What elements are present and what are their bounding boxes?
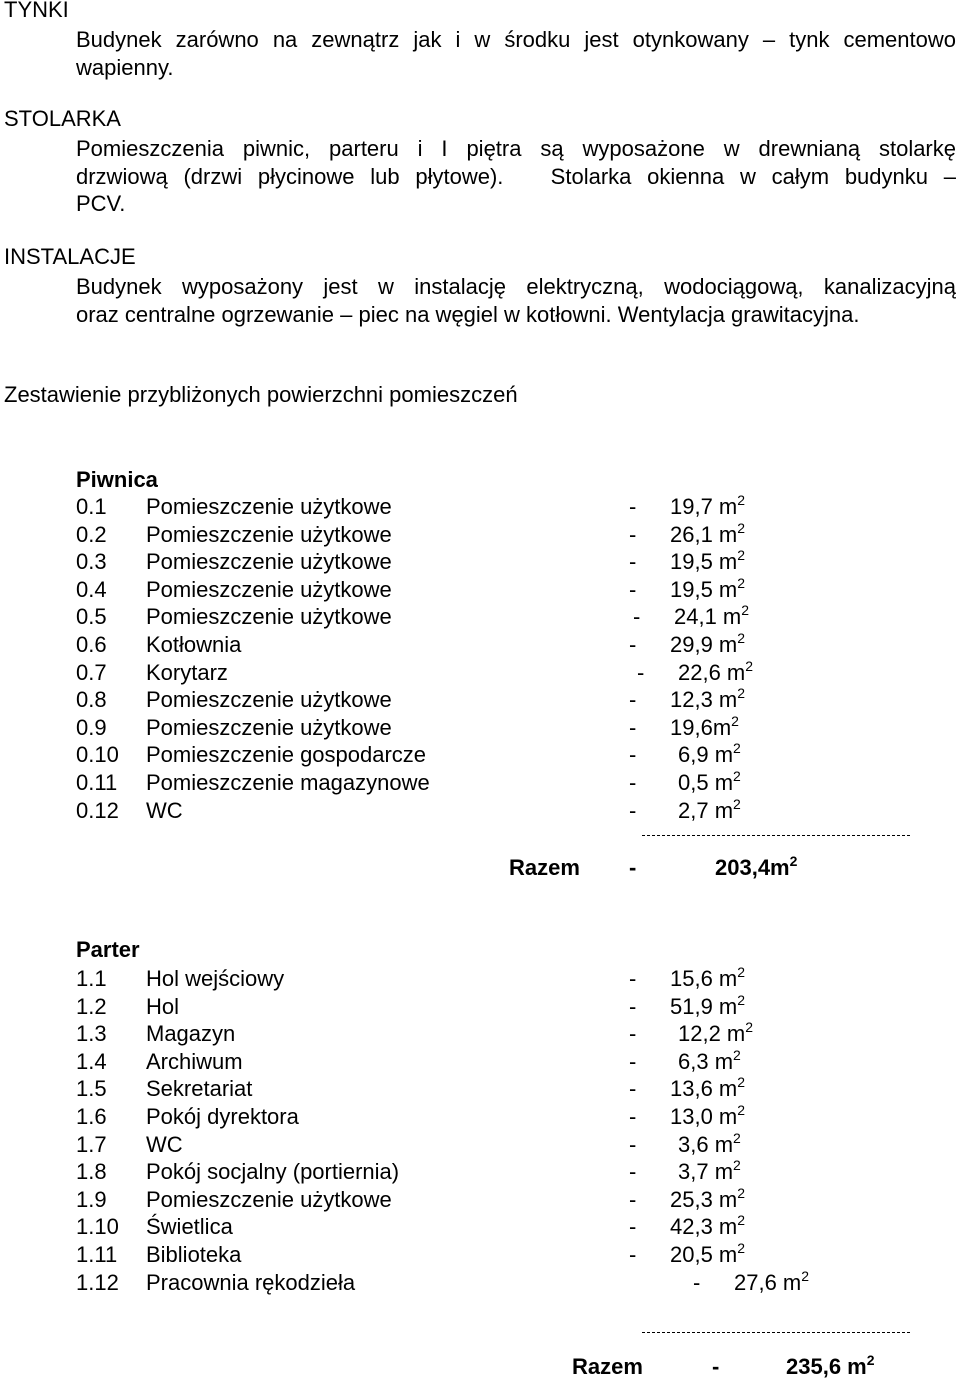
- unit-superscript: 2: [733, 1046, 741, 1063]
- dash-separator: -: [629, 521, 637, 547]
- room-area-value: 12,3 m: [670, 687, 738, 713]
- unit-superscript: 2: [731, 712, 739, 729]
- room-name: Archiwum: [146, 1048, 243, 1074]
- unit-superscript: 2: [801, 1267, 810, 1284]
- room-name: Świetlica: [146, 1214, 233, 1240]
- room-area-value: 29,9 m: [670, 632, 738, 657]
- table-row: [76, 966, 956, 992]
- dash-separator: -: [629, 742, 637, 768]
- room-number: 0.6: [76, 632, 107, 657]
- room-area-value: 19,6m: [670, 714, 732, 740]
- room-name: Hol: [146, 993, 180, 1019]
- table-row: [76, 991, 956, 1020]
- room-area-value: 25,3 m: [670, 1186, 738, 1212]
- room-area-value: 0,5 m: [678, 770, 734, 795]
- room-area: [670, 991, 746, 1020]
- parter-dashed-rule: [642, 1332, 910, 1333]
- parter-title: Parter: [76, 937, 140, 962]
- dash-separator: -: [629, 1076, 637, 1102]
- room-number: 0.4: [76, 576, 107, 602]
- table-row: [76, 742, 956, 768]
- unit-superscript: 2: [737, 1102, 746, 1118]
- room-area: [670, 687, 745, 713]
- room-number: 1.7: [76, 1131, 107, 1157]
- paragraph-line: Budynek wyposażony jest w instalację elektryczną, wodociągową, kanalizacyjną: [76, 274, 956, 299]
- room-area: [678, 1046, 741, 1075]
- table-row: [76, 1242, 956, 1268]
- section-heading-instalacje: INSTALACJE: [4, 244, 136, 269]
- room-name: Magazyn: [146, 1021, 236, 1047]
- room-area: [670, 632, 745, 658]
- room-name: Pomieszczenie użytkowe: [146, 1186, 392, 1212]
- table-row: [76, 632, 956, 658]
- room-number: 1.10: [76, 1214, 119, 1240]
- room-area-value: 19,5 m: [670, 576, 738, 602]
- room-number: 1.8: [76, 1159, 107, 1185]
- dash-separator: -: [629, 993, 637, 1019]
- room-name: Pomieszczenie użytkowe: [146, 521, 392, 547]
- room-name: Hol wejściowy: [146, 966, 285, 991]
- parter-total-value: [786, 1354, 875, 1380]
- room-area-value: 26,1 m: [670, 521, 738, 547]
- dash-separator: -: [633, 604, 641, 630]
- paragraph-instalacje: [76, 273, 956, 328]
- unit-superscript: 2: [733, 795, 741, 812]
- table-row: [76, 574, 956, 603]
- room-area: [670, 494, 745, 520]
- room-number: 0.5: [76, 604, 107, 630]
- section-heading-stolarka: STOLARKA: [4, 106, 121, 131]
- dash-separator: -: [629, 687, 637, 713]
- piwnica-total-dash: -: [629, 855, 637, 880]
- unit-superscript: 2: [741, 602, 750, 619]
- summary-title: Zestawienie przybliżonych powierzchni pomieszczeń: [4, 382, 518, 407]
- paragraph-tynki: [76, 26, 956, 81]
- parter-total-label: Razem: [572, 1354, 643, 1379]
- unit-superscript: 2: [737, 1240, 746, 1256]
- dash-separator: -: [629, 549, 637, 575]
- room-number: 1.4: [76, 1048, 107, 1074]
- room-area: [670, 1184, 746, 1213]
- room-area: [670, 966, 745, 992]
- room-area: [734, 1267, 810, 1296]
- unit-superscript: 2: [733, 1129, 741, 1146]
- paragraph-line: oraz centralne ogrzewanie – piec na węgiel w kotłowni. Wentylacja grawitacyjna.: [76, 301, 860, 327]
- room-area-value: 6,3 m: [678, 1048, 734, 1074]
- room-name: Pomieszczenie użytkowe: [146, 576, 392, 602]
- room-area: [670, 712, 739, 741]
- room-number: 1.12: [76, 1269, 119, 1295]
- room-area-value: 27,6 m: [734, 1269, 802, 1295]
- room-area: [670, 1104, 745, 1130]
- room-name: Pracownia rękodzieła: [146, 1269, 356, 1295]
- dash-separator: -: [629, 1214, 637, 1240]
- room-area-value: 2,7 m: [678, 797, 734, 823]
- dash-separator: -: [629, 714, 637, 740]
- dash-separator: -: [629, 797, 637, 823]
- parter-total-dash: -: [712, 1354, 720, 1379]
- room-area: [670, 574, 746, 603]
- unit-superscript: 2: [733, 768, 741, 784]
- unit-superscript: 2: [733, 1157, 741, 1174]
- piwnica-dashed-rule: [642, 835, 910, 836]
- table-row: [76, 1129, 956, 1158]
- room-area-value: 20,5 m: [670, 1242, 738, 1267]
- room-area: [670, 549, 745, 575]
- paragraph-line: wapienny.: [76, 54, 174, 80]
- room-number: 1.11: [76, 1242, 118, 1267]
- table-row: [76, 1267, 956, 1296]
- paragraph-line: Pomieszczenia piwnic, parteru i I piętra są wyposażone w drewnianą stolarkę: [76, 136, 956, 161]
- dash-separator: -: [629, 632, 637, 657]
- table-row: [76, 1184, 956, 1213]
- dash-separator: -: [629, 494, 637, 519]
- dash-separator: -: [629, 1131, 637, 1157]
- room-area-value: 6,9 m: [678, 742, 734, 768]
- piwnica-title: Piwnica: [76, 467, 158, 492]
- dash-separator: -: [629, 1104, 637, 1129]
- room-number: 1.6: [76, 1104, 107, 1129]
- dash-separator: -: [629, 1159, 637, 1185]
- unit-superscript: 2: [737, 630, 746, 646]
- dash-separator: -: [629, 966, 637, 991]
- unit-superscript: 2: [737, 574, 746, 591]
- dash-separator: -: [629, 770, 637, 795]
- unit-superscript: 2: [737, 492, 746, 508]
- unit-superscript: 2: [737, 519, 746, 536]
- table-row: [76, 1159, 956, 1185]
- room-area: [678, 770, 741, 796]
- room-number: 1.2: [76, 993, 107, 1019]
- room-area-value: 24,1 m: [674, 604, 742, 630]
- room-name: Pomieszczenie gospodarcze: [146, 742, 427, 768]
- table-row: [76, 1104, 956, 1130]
- room-area-value: 19,5 m: [670, 549, 738, 575]
- paragraph-line: Budynek zarówno na zewnątrz jak i w środku jest otynkowany – tynk cementowo: [76, 27, 956, 52]
- room-number: 0.1: [76, 494, 107, 519]
- unit-superscript: 2: [737, 685, 746, 702]
- piwnica-total-label: Razem: [509, 855, 580, 880]
- unit-superscript: 2: [866, 1352, 875, 1368]
- paragraph-line: PCV.: [76, 191, 126, 216]
- room-name: Pokój dyrektora: [146, 1104, 299, 1129]
- room-area-value: 42,3 m: [670, 1214, 738, 1240]
- unit-superscript: 2: [737, 547, 746, 564]
- unit-superscript: 2: [789, 853, 798, 869]
- room-name: Pomieszczenie użytkowe: [146, 604, 392, 630]
- room-number: 1.5: [76, 1076, 107, 1102]
- room-area: [678, 742, 741, 768]
- table-row: [76, 657, 956, 686]
- table-row: [76, 712, 956, 741]
- room-area-value: 12,2 m: [678, 1021, 746, 1047]
- table-row: [76, 1076, 956, 1102]
- room-number: 0.8: [76, 687, 107, 713]
- table-row: [76, 687, 956, 713]
- dash-separator: -: [693, 1269, 701, 1295]
- room-number: 0.11: [76, 770, 118, 795]
- room-number: 1.9: [76, 1186, 107, 1212]
- room-area-value: 3,6 m: [678, 1131, 734, 1157]
- room-name: Kotłownia: [146, 632, 242, 657]
- paragraph-line: drzwiową (drzwi płycinowe lub płytowe). Stolarka okienna w całym budynku –: [76, 163, 956, 189]
- parter-total-number: 235,6 m: [786, 1354, 867, 1379]
- table-row: [76, 604, 956, 630]
- room-number: 0.9: [76, 714, 107, 740]
- room-number: 0.10: [76, 742, 119, 768]
- room-area-value: 22,6 m: [678, 659, 746, 685]
- table-row: [76, 1214, 956, 1240]
- room-area: [670, 1242, 745, 1268]
- table-row: [76, 1046, 956, 1075]
- section-heading-tynki: TYNKI: [4, 0, 69, 22]
- unit-superscript: 2: [737, 964, 746, 980]
- room-area: [670, 1076, 745, 1102]
- room-area-value: 19,7 m: [670, 494, 738, 519]
- room-number: 0.7: [76, 659, 107, 685]
- room-name: Pomieszczenie użytkowe: [146, 687, 392, 713]
- room-number: 0.3: [76, 549, 107, 575]
- room-area: [678, 795, 741, 824]
- unit-superscript: 2: [733, 740, 741, 757]
- room-name: Korytarz: [146, 659, 228, 685]
- room-name: Pomieszczenie użytkowe: [146, 714, 392, 740]
- room-area: [678, 1129, 741, 1158]
- room-area: [670, 1214, 745, 1240]
- paragraph-stolarka: [76, 135, 956, 218]
- room-area-value: 13,6 m: [670, 1076, 738, 1102]
- room-name: Sekretariat: [146, 1076, 253, 1102]
- table-row: [76, 494, 956, 520]
- room-number: 1.1: [76, 966, 107, 991]
- piwnica-total-value: [715, 855, 797, 881]
- table-row: [76, 770, 956, 796]
- room-name: Pokój socjalny (portiernia): [146, 1159, 400, 1185]
- table-row: [76, 795, 956, 824]
- room-name: Biblioteka: [146, 1242, 242, 1267]
- dash-separator: -: [629, 1186, 637, 1212]
- piwnica-total-number: 203,4m: [715, 855, 790, 880]
- unit-superscript: 2: [745, 1019, 754, 1036]
- table-row: [76, 549, 956, 575]
- room-name: WC: [146, 1131, 183, 1157]
- dash-separator: -: [629, 1242, 637, 1267]
- room-area: [674, 604, 749, 630]
- dash-separator: -: [637, 659, 645, 685]
- room-area: [670, 519, 746, 548]
- room-area-value: 13,0 m: [670, 1104, 738, 1129]
- room-name: Pomieszczenie użytkowe: [146, 494, 392, 519]
- room-area-value: 3,7 m: [678, 1159, 734, 1185]
- unit-superscript: 2: [745, 657, 754, 674]
- dash-separator: -: [629, 1021, 637, 1047]
- room-area-value: 51,9 m: [670, 993, 738, 1019]
- dash-separator: -: [629, 576, 637, 602]
- room-name: Pomieszczenie użytkowe: [146, 549, 392, 575]
- dash-separator: -: [629, 1048, 637, 1074]
- unit-superscript: 2: [737, 1212, 746, 1229]
- room-number: 1.3: [76, 1021, 107, 1047]
- room-area: [678, 1021, 753, 1047]
- room-area: [678, 657, 754, 686]
- room-name: WC: [146, 797, 183, 823]
- unit-superscript: 2: [737, 991, 746, 1008]
- room-area: [678, 1159, 741, 1185]
- unit-superscript: 2: [737, 1074, 746, 1091]
- room-number: 0.12: [76, 797, 119, 823]
- table-row: [76, 1021, 956, 1047]
- table-row: [76, 519, 956, 548]
- room-name: Pomieszczenie magazynowe: [146, 770, 430, 795]
- unit-superscript: 2: [737, 1184, 746, 1201]
- room-area-value: 15,6 m: [670, 966, 738, 991]
- room-number: 0.2: [76, 521, 107, 547]
